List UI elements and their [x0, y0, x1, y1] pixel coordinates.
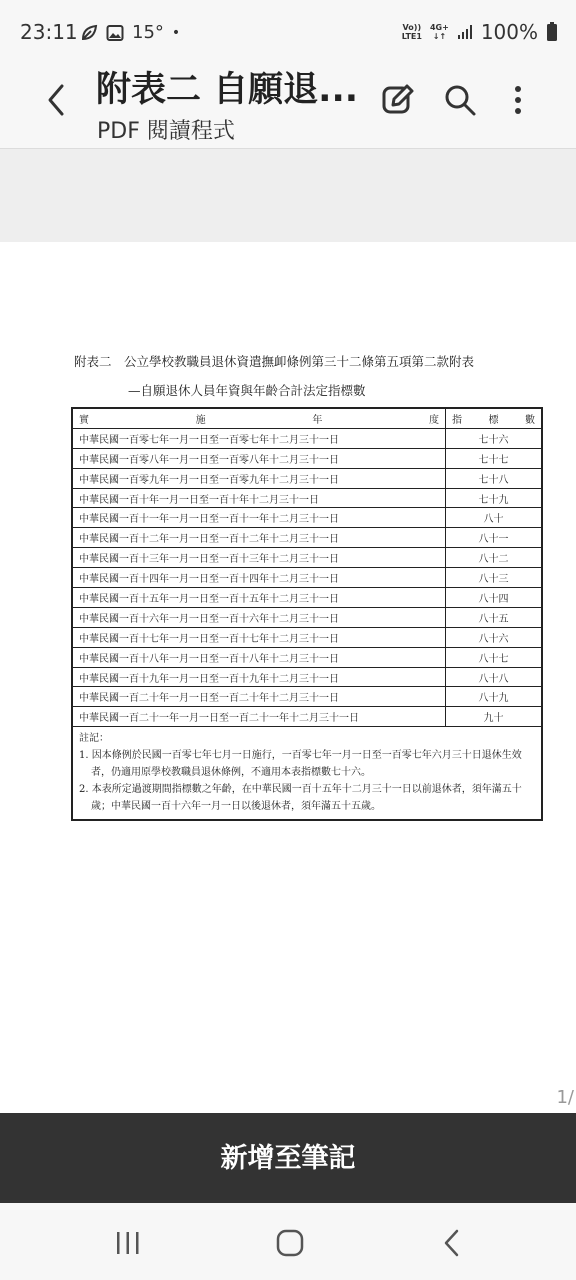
index-cell: 七十七	[446, 448, 543, 468]
period-cell: 中華民國一百十三年一月一日至一百十三年十二月三十一日	[72, 548, 446, 568]
period-cell: 中華民國一百零八年一月一日至一百零八年十二月三十一日	[72, 448, 446, 468]
signal-icon	[457, 24, 473, 40]
index-cell: 八十三	[446, 568, 543, 588]
period-cell: 中華民國一百十九年一月一日至一百十九年十二月三十一日	[72, 667, 446, 687]
index-cell: 八十四	[446, 588, 543, 608]
notes-label: 註記：	[79, 733, 109, 745]
status-temperature: 15°	[132, 22, 164, 43]
period-cell: 中華民國一百十八年一月一日至一百十八年十二月三十一日	[72, 647, 446, 667]
add-to-notes-button[interactable]: 新增至筆記	[0, 1113, 576, 1203]
table-row	[72, 588, 542, 608]
period-cell: 中華民國一百二十年一月一日至一百二十年十二月三十一日	[72, 687, 446, 707]
back-nav-icon[interactable]	[432, 1223, 472, 1263]
table-row	[72, 687, 542, 707]
volte-indicator: Vo)) LTE1	[401, 23, 422, 41]
index-cell: 八十七	[446, 647, 543, 667]
notes-cell	[72, 727, 542, 821]
index-cell: 八十一	[446, 528, 543, 548]
home-icon[interactable]	[270, 1223, 310, 1263]
battery-icon	[546, 22, 558, 42]
pdf-page[interactable]	[0, 242, 576, 1112]
table-row	[72, 667, 542, 687]
app-subtitle: PDF 閱讀程式	[97, 119, 235, 144]
period-cell: 中華民國一百十四年一月一日至一百十四年十二月三十一日	[72, 568, 446, 588]
leaf-icon	[80, 24, 98, 42]
status-dot: •	[171, 24, 181, 41]
header-period: 實 施 年 度	[72, 408, 446, 428]
more-options-icon[interactable]	[498, 80, 538, 120]
app-bar	[0, 62, 576, 148]
note-item: 2. 本表所定過渡期間指標數之年齡，在中華民國一百十五年十二月三十一日以前退休者，須年滿五十歲；中華民國一百十六年一月一日以後退休者，須年滿五十五歲。	[79, 784, 522, 813]
status-left-icons	[80, 22, 180, 43]
document-subtitle: —自願退休人員年資與年齡合計法定指標數	[128, 383, 366, 398]
table-row	[72, 627, 542, 647]
index-cell: 七十六	[446, 428, 543, 448]
period-cell: 中華民國一百十六年一月一日至一百十六年十二月三十一日	[72, 607, 446, 627]
index-cell: 八十五	[446, 607, 543, 627]
period-cell: 中華民國一百十年一月一日至一百十年十二月三十一日	[72, 488, 446, 508]
status-bar	[0, 0, 576, 62]
index-cell: 八十九	[446, 687, 543, 707]
status-time: 23:11	[20, 20, 78, 44]
index-cell: 七十八	[446, 468, 543, 488]
period-cell: 中華民國一百零九年一月一日至一百零九年十二月三十一日	[72, 468, 446, 488]
period-cell: 中華民國一百十二年一月一日至一百十二年十二月三十一日	[72, 528, 446, 548]
page-indicator: 1/	[556, 1087, 574, 1108]
table-row	[72, 528, 542, 548]
recent-apps-icon[interactable]	[108, 1223, 148, 1263]
period-cell: 中華民國一百十一年一月一日至一百十一年十二月三十一日	[72, 508, 446, 528]
table-row	[72, 508, 542, 528]
period-cell: 中華民國一百零七年一月一日至一百零七年十二月三十一日	[72, 428, 446, 448]
note-item: 1. 因本條例於民國一百零七年七月一日施行，一百零七年一月一日至一百零七年六月三十日退休生效者，仍適用原學校教職員退休條例，不適用本表指標數七十六。	[79, 750, 522, 779]
table-row	[72, 607, 542, 627]
index-cell: 七十九	[446, 488, 543, 508]
period-cell: 中華民國一百二十一年一月一日至一百二十一年十二月三十一日	[72, 707, 446, 727]
index-cell: 八十二	[446, 548, 543, 568]
search-icon[interactable]	[440, 80, 480, 120]
edit-icon[interactable]	[378, 80, 418, 120]
header-index: 指 標 數	[446, 408, 543, 428]
table-header-row	[72, 408, 542, 428]
page-title: 附表二 自願退...	[96, 70, 359, 110]
period-cell: 中華民國一百十七年一月一日至一百十七年十二月三十一日	[72, 627, 446, 647]
battery-percentage: 100%	[480, 20, 538, 44]
navigation-bar	[0, 1203, 576, 1280]
period-cell: 中華民國一百十五年一月一日至一百十五年十二月三十一日	[72, 588, 446, 608]
table-row	[72, 647, 542, 667]
table-row	[72, 707, 542, 727]
document-title: 附表二 公立學校教職員退休資遣撫卹條例第三十二條第五項第二款附表	[74, 354, 475, 369]
document-top-margin	[0, 148, 576, 243]
table-row	[72, 448, 542, 468]
network-type-indicator: 4G+ ↓↑	[429, 23, 449, 41]
table-row	[72, 488, 542, 508]
index-cell: 九十	[446, 707, 543, 727]
table-row	[72, 568, 542, 588]
table-row	[72, 548, 542, 568]
index-cell: 八十	[446, 508, 543, 528]
index-cell: 八十八	[446, 667, 543, 687]
gallery-icon	[106, 24, 124, 42]
notes-row	[72, 727, 542, 821]
index-table	[71, 407, 543, 821]
status-right-icons	[402, 20, 558, 44]
index-cell: 八十六	[446, 627, 543, 647]
table-row	[72, 428, 542, 448]
table-row	[72, 468, 542, 488]
back-icon[interactable]	[40, 80, 74, 120]
